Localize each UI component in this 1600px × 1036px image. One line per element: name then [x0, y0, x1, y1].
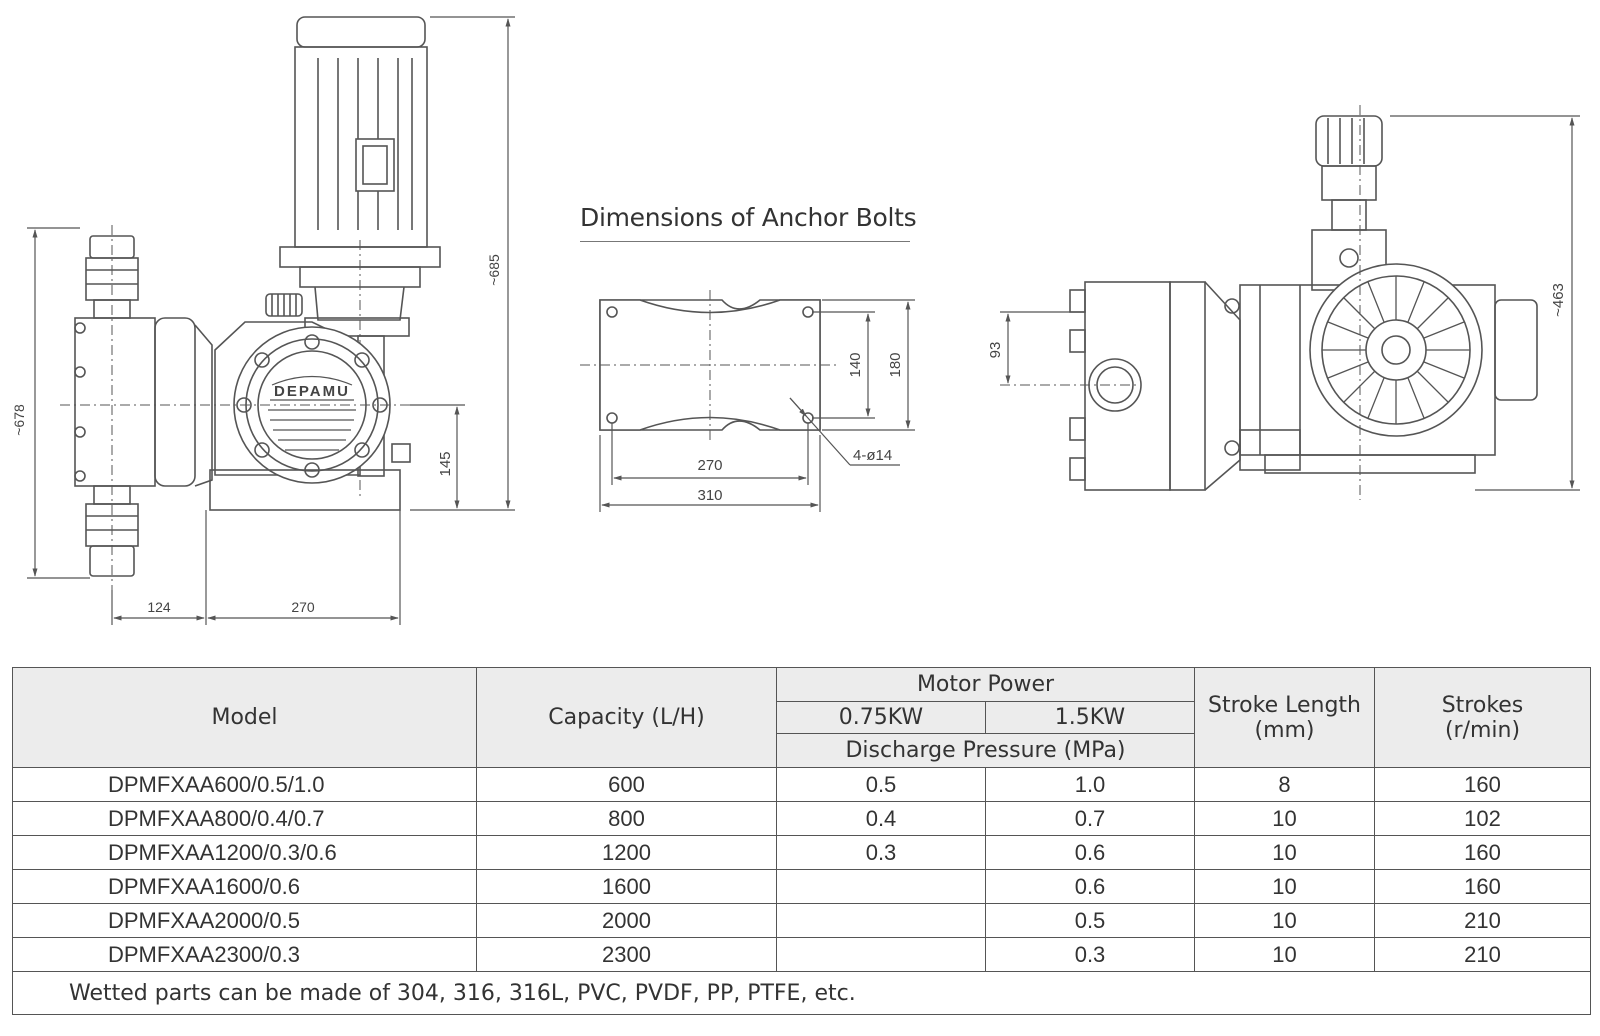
- header-stroke-length-line2: (mm): [1254, 717, 1315, 743]
- cell-model: DPMFXAA600/0.5/1.0: [13, 768, 477, 802]
- dim-total-height: ~685: [486, 254, 502, 286]
- cell-model: DPMFXAA2300/0.3: [13, 938, 477, 972]
- header-stroke-length: [1195, 668, 1375, 768]
- dim-shaft-height: 145: [437, 451, 454, 477]
- anchor-bolts-title: Dimensions of Anchor Bolts: [580, 203, 917, 232]
- header-row-1: [13, 668, 1591, 702]
- cell-pressure-15kw: 0.6: [986, 870, 1195, 904]
- cell-pressure-075kw: [777, 870, 986, 904]
- dim-port-height: 93: [987, 341, 1004, 359]
- header-model: Model: [13, 668, 477, 768]
- cell-pressure-075kw: 0.4: [777, 802, 986, 836]
- dim-anchor-holes: 4-ø14: [853, 447, 893, 464]
- front-view-drawing: [27, 17, 515, 625]
- dim-anchor-outer-width: 310: [697, 487, 723, 504]
- brand-label: DEPAMU: [274, 383, 350, 400]
- gearbox-drawing: [210, 294, 410, 510]
- side-view-drawing: [1000, 105, 1580, 500]
- cell-capacity: 600: [477, 768, 777, 802]
- cell-model: DPMFXAA800/0.4/0.7: [13, 802, 477, 836]
- cell-strokes: 210: [1375, 938, 1591, 972]
- cell-stroke-length: 10: [1195, 938, 1375, 972]
- cell-strokes: 210: [1375, 904, 1591, 938]
- cell-stroke-length: 10: [1195, 836, 1375, 870]
- cell-pressure-075kw: [777, 904, 986, 938]
- cell-stroke-length: 10: [1195, 904, 1375, 938]
- header-strokes-line1: Strokes: [1441, 692, 1524, 718]
- cell-model: DPMFXAA1600/0.6: [13, 870, 477, 904]
- wetted-parts-note: Wetted parts can be made of 304, 316, 316L, PVC, PVDF, PP, PTFE, etc.: [13, 972, 1591, 1015]
- cell-pressure-15kw: 1.0: [986, 768, 1195, 802]
- table-row: [13, 768, 1591, 802]
- cell-capacity: 1200: [477, 836, 777, 870]
- cell-capacity: 2000: [477, 904, 777, 938]
- cell-pressure-075kw: 0.5: [777, 768, 986, 802]
- note-row: [13, 972, 1591, 1015]
- cell-pressure-15kw: 0.7: [986, 802, 1195, 836]
- cell-stroke-length: 8: [1195, 768, 1375, 802]
- table-row: [13, 904, 1591, 938]
- cell-pressure-075kw: 0.3: [777, 836, 986, 870]
- dim-base-width: 270: [291, 599, 315, 615]
- anchor-bolts-title-underline: [580, 241, 910, 242]
- cell-pressure-15kw: 0.5: [986, 904, 1195, 938]
- header-power-15kw: 1.5KW: [986, 702, 1195, 734]
- dim-anchor-outer-height: 180: [887, 352, 904, 378]
- dim-left-height: ~678: [11, 404, 27, 436]
- dim-side-height: ~463: [1550, 283, 1567, 317]
- cell-strokes: 160: [1375, 870, 1591, 904]
- cell-strokes: 102: [1375, 802, 1591, 836]
- header-power-075kw: 0.75KW: [777, 702, 986, 734]
- table-row: [13, 870, 1591, 904]
- table-row: [13, 802, 1591, 836]
- cell-model: DPMFXAA2000/0.5: [13, 904, 477, 938]
- header-stroke-length-line1: Stroke Length: [1208, 692, 1361, 718]
- table-row: [13, 938, 1591, 972]
- cell-strokes: 160: [1375, 836, 1591, 870]
- cell-pressure-15kw: 0.6: [986, 836, 1195, 870]
- cell-capacity: 800: [477, 802, 777, 836]
- dim-offset: 124: [147, 599, 171, 615]
- dim-anchor-inner-height: 140: [847, 352, 864, 378]
- cell-model: DPMFXAA1200/0.3/0.6: [13, 836, 477, 870]
- table-row: [13, 836, 1591, 870]
- cell-pressure-075kw: [777, 938, 986, 972]
- cell-strokes: 160: [1375, 768, 1591, 802]
- header-strokes-line2: (r/min): [1444, 717, 1521, 743]
- anchor-bolts-drawing: [580, 290, 915, 512]
- header-discharge-pressure: Discharge Pressure (MPa): [777, 734, 1195, 768]
- header-motor-power: Motor Power: [777, 668, 1195, 702]
- header-strokes: [1375, 668, 1591, 768]
- cell-capacity: 1600: [477, 870, 777, 904]
- cell-stroke-length: 10: [1195, 802, 1375, 836]
- cell-stroke-length: 10: [1195, 870, 1375, 904]
- header-capacity: Capacity (L/H): [477, 668, 777, 768]
- specification-table: [12, 667, 1591, 1015]
- front-view-dimensions: [27, 17, 515, 625]
- cell-capacity: 2300: [477, 938, 777, 972]
- dim-anchor-inner-width: 270: [697, 457, 723, 474]
- cell-pressure-15kw: 0.3: [986, 938, 1195, 972]
